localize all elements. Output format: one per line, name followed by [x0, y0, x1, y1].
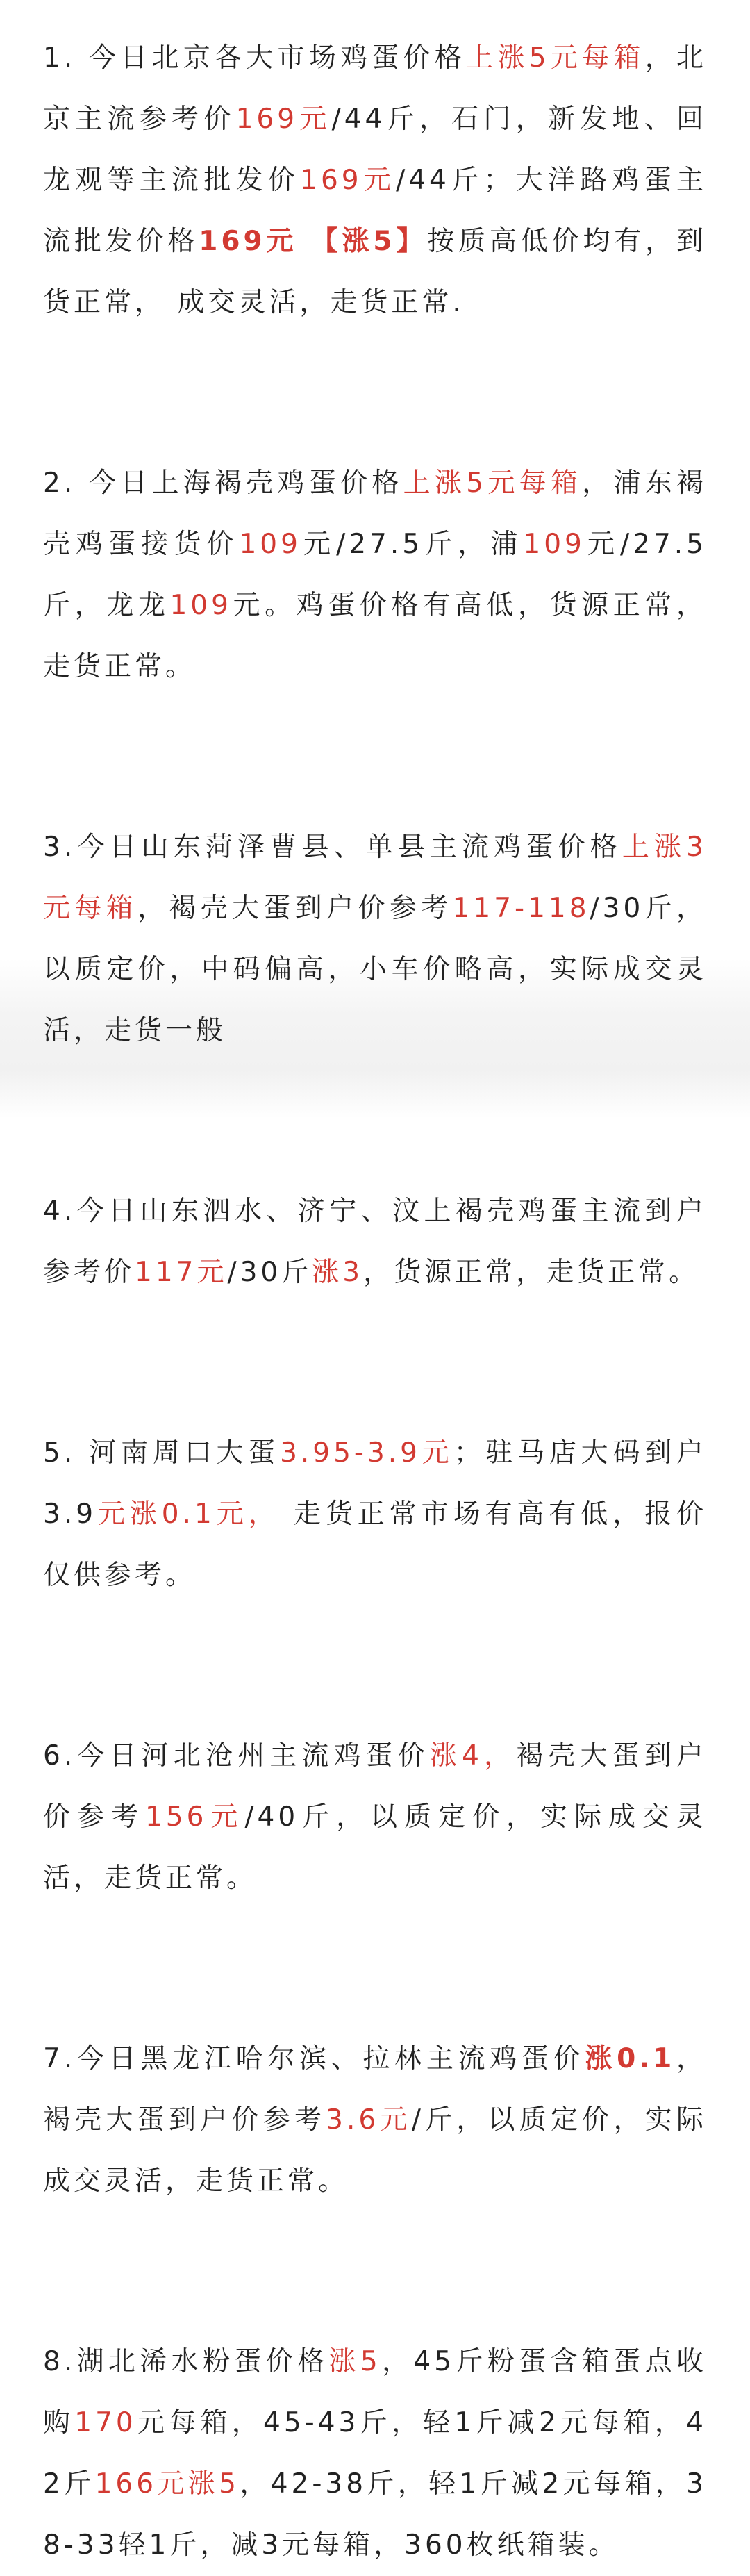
body-text: 褐壳大蛋到户价参考 [43, 1740, 707, 1833]
price-highlight: 166元涨5 [94, 2468, 240, 2500]
price-highlight: 涨4， [429, 1740, 517, 1772]
price-highlight: 117-118 [452, 893, 590, 924]
paragraph-gap [0, 1606, 750, 1726]
price-highlight: 上涨5元每箱 [466, 42, 645, 74]
paragraph-gap [0, 333, 750, 453]
price-highlight: 169元 [300, 165, 397, 196]
paragraph-2 [0, 453, 750, 697]
body-text: 4.今日山东泗水、济宁、汶上褐壳鸡蛋主流到户参考价 [43, 1196, 707, 1288]
body-text: /30斤，以质定价，中码偏高，小车价略高，实际成交灵活，走货一般 [43, 893, 707, 1046]
paragraph-gap [0, 697, 750, 817]
body-text: /40斤，以质定价，实际成交灵活，走货正常。 [43, 1801, 707, 1894]
body-text: ，45斤粉蛋含箱蛋点收购 [43, 2346, 707, 2438]
price-highlight: 3.6元 [326, 2104, 412, 2136]
body-text: ，42-38斤，轻1斤减2元每箱，38-33轻1斤，减3元每箱，360枚纸箱装。 [43, 2468, 707, 2561]
paragraph-3 [0, 817, 750, 1062]
paragraph-gap [0, 1303, 750, 1423]
price-highlight: 169元 [235, 104, 332, 135]
price-highlight: 涨3 [312, 1257, 364, 1288]
body-text: 2. 今日上海褐壳鸡蛋价格 [43, 468, 403, 499]
body-text: ，北京主流参考价 [43, 42, 707, 135]
body-text: /斤，以质定价，实际成交灵活，走货正常。 [43, 2104, 707, 2197]
body-text: 元/27.5斤，浦 [301, 529, 524, 560]
body-text: /44斤；大洋路鸡蛋主流批发价格 [43, 165, 707, 257]
body-text: /44斤，石门，新发地、回龙观等主流批发价 [43, 104, 707, 196]
body-text: 5. 河南周口大蛋 [43, 1437, 281, 1469]
price-highlight: 涨5 [328, 2346, 381, 2377]
price-highlight: 109 [239, 529, 301, 560]
body-text: ；驻马店大码到户3.9 [43, 1437, 708, 1530]
paragraph-gap [0, 1909, 750, 2029]
price-highlight: 3.95-3.9元 [280, 1437, 454, 1469]
body-text: 走货正常市场有高有低，报价仅供参考。 [43, 1498, 707, 1591]
price-highlight: 109 [169, 590, 232, 621]
body-text: 元/27.5斤，龙龙 [43, 529, 707, 621]
paragraph-6 [0, 1726, 750, 1909]
price-highlight: 元涨0.1元， [97, 1498, 281, 1530]
body-text: 元每箱，45-43斤，轻1斤减2元每箱，42斤 [43, 2407, 707, 2500]
paragraph-gap [0, 2212, 750, 2331]
body-text: 1. 今日北京各大市场鸡蛋价格 [43, 42, 467, 74]
body-text: ，褐壳大蛋到户价参考 [43, 2043, 707, 2136]
body-text: ，货源正常，走货正常。 [363, 1257, 700, 1288]
paragraph-7 [0, 2029, 750, 2212]
price-highlight: 117元 [135, 1257, 228, 1288]
body-text: 3.今日山东菏泽曹县、单县主流鸡蛋价格 [43, 832, 622, 863]
price-highlight-bold: 涨0.1 [585, 2043, 676, 2074]
price-highlight: 上涨5元每箱 [403, 468, 583, 499]
price-highlight-bold: 169元 【涨5】 [199, 226, 428, 257]
paragraph-1 [0, 28, 750, 333]
price-highlight: 156元 [144, 1801, 245, 1833]
paragraph-5 [0, 1423, 750, 1606]
paragraph-8 [0, 2331, 750, 2576]
body-text: ，浦东褐壳鸡蛋接货价 [43, 468, 707, 560]
price-highlight: 170 [74, 2407, 137, 2438]
body-text: 8.湖北浠水粉蛋价格 [43, 2346, 329, 2377]
body-text: 6.今日河北沧州主流鸡蛋价 [43, 1740, 430, 1772]
price-highlight: 109 [523, 529, 585, 560]
body-text: /30斤 [227, 1257, 312, 1288]
paragraph-4 [0, 1181, 750, 1303]
body-text: 7.今日黑龙江哈尔滨、拉林主流鸡蛋价 [43, 2043, 585, 2074]
body-text: 按质高低价均有，到货正常， 成交灵活，走货正常. [43, 226, 707, 318]
price-highlight: 上涨3元每箱 [43, 832, 707, 924]
body-text: ，褐壳大蛋到户价参考 [138, 893, 453, 924]
paragraph-gap [0, 1062, 750, 1181]
body-text: 元。鸡蛋价格有高低，货源正常，走货正常。 [43, 590, 707, 682]
